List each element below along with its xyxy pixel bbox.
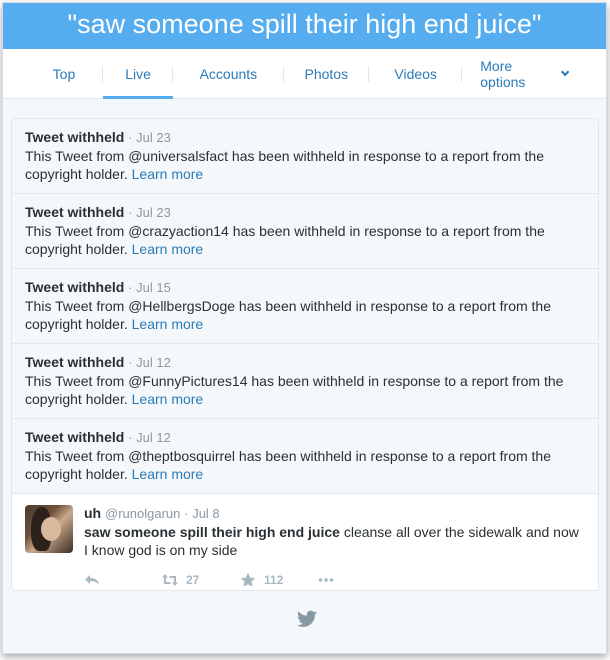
learn-more-link[interactable]: Learn more [131,166,204,182]
more-icon [318,572,334,588]
withheld-title: Tweet withheld [25,429,125,445]
search-tabs [3,49,606,99]
tab-label: Photos [304,65,349,82]
tweet-date[interactable]: · Jul 12 [128,355,171,370]
tab-more-options[interactable] [462,49,584,98]
twitter-bird-icon [297,610,317,628]
reply-button[interactable] [84,572,162,588]
search-query-title: "saw someone spill their high end juice" [67,9,542,39]
withheld-tweet [12,419,598,494]
learn-more-link[interactable]: Learn more [131,316,204,332]
like-button[interactable] [240,571,318,589]
tweet-date[interactable]: · Jul 8 [184,506,220,521]
withheld-message: This Tweet from @HellbergsDoge has been withheld in response to a report from the copyright holder. [25,298,551,332]
retweet-icon [162,572,178,588]
withheld-message: This Tweet from @universalsfact has been withheld in response to a report from the copyright holder. [25,148,544,182]
tab-label: More options [480,57,526,90]
tweet-author-name[interactable]: uh [84,505,102,521]
learn-more-link[interactable]: Learn more [131,466,204,482]
withheld-title: Tweet withheld [25,354,125,370]
withheld-message: This Tweet from @crazyaction14 has been withheld in response to a report from the copyright holder. [25,223,545,257]
tab-accounts[interactable] [173,49,283,98]
tab-top[interactable] [25,49,103,98]
tweet-date[interactable]: · Jul 23 [128,130,171,145]
tab-videos[interactable] [369,49,462,98]
star-icon [240,572,256,588]
tweet-stream [11,118,599,591]
tweet-text-rest: cleanse all over the sidewalk and now I know god is on my side [84,524,579,558]
retweet-button[interactable] [162,571,240,589]
tweet-text [84,523,586,559]
like-count: 112 [264,573,284,587]
learn-more-link[interactable]: Learn more [131,241,204,257]
tab-label: Videos [394,65,437,82]
withheld-tweet [12,344,598,419]
tweet-date[interactable]: · Jul 12 [128,430,171,445]
withheld-tweet [12,119,598,194]
withheld-title: Tweet withheld [25,204,125,220]
withheld-title: Tweet withheld [25,279,125,295]
tab-label: Live [125,65,151,82]
tweet-text-highlight: saw someone spill their high end juice [84,524,340,540]
withheld-message: This Tweet from @theptbosquirrel has been withheld in response to a report from the copyright holder. [25,448,552,482]
tweet-author-handle[interactable]: @runolgarun [105,506,181,521]
chevron-down-icon [561,67,569,75]
tweet-actions [84,571,586,589]
tab-label: Accounts [199,65,258,82]
tab-photos[interactable] [284,49,370,98]
learn-more-link[interactable]: Learn more [131,391,204,407]
reply-icon [84,572,100,588]
withheld-title: Tweet withheld [25,129,125,145]
tweet-date[interactable]: · Jul 15 [128,280,171,295]
withheld-tweet [12,194,598,269]
avatar[interactable] [25,505,73,553]
retweet-count: 27 [186,573,200,587]
search-query-banner [3,3,606,49]
withheld-message: This Tweet from @FunnyPictures14 has been withheld in response to a report from the copyright holder. [25,373,564,407]
tab-live[interactable] [103,49,173,98]
withheld-tweet [12,269,598,344]
more-button[interactable] [318,572,396,588]
tab-label: Top [52,65,76,82]
tweet-date[interactable]: · Jul 23 [128,205,171,220]
search-window [2,2,607,654]
tweet[interactable] [12,494,598,591]
